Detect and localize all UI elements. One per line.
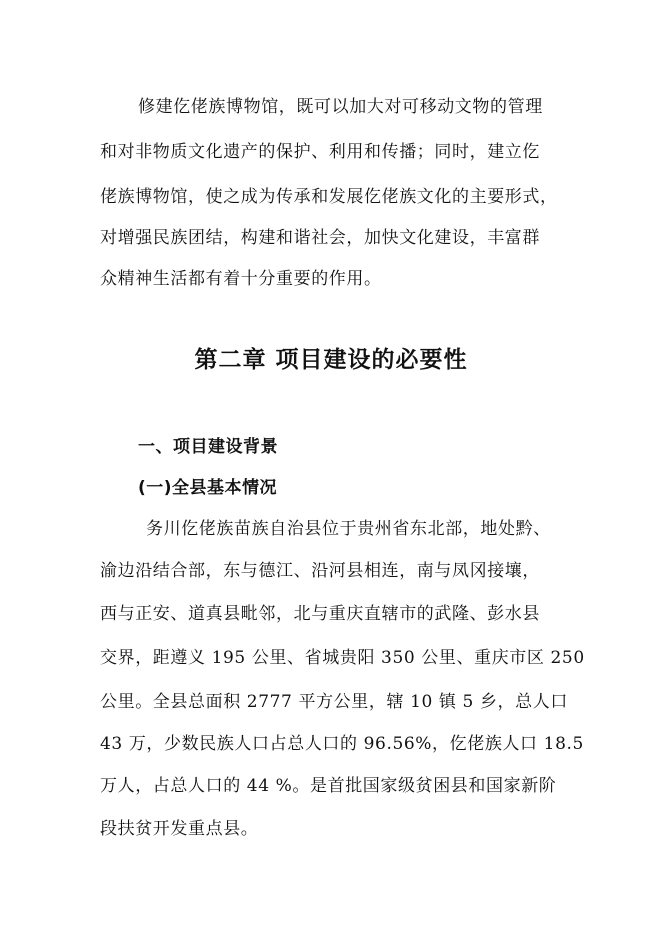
subsection-heading: (一)全县基本情况	[138, 478, 278, 498]
body-line-6: 43 万，少数民族人口占总人口的 96.56%，仡佬族人口 18.5	[100, 734, 584, 754]
body-line-5: 公里。全县总面积 2777 平方公里，辖 10 镇 5 乡，总人口	[100, 692, 568, 712]
body-line-8: 段扶贫开发重点县。	[100, 819, 259, 839]
intro-line-4: 对增强民族团结，构建和谐社会，加快文化建设，丰富群	[100, 228, 540, 248]
section-heading: 一、项目建设背景	[138, 437, 278, 457]
body-line-2: 渝边沿结合部，东与德江、沿河县相连，南与凤冈接壤，	[100, 561, 540, 581]
body-line-1: 务川仡佬族苗族自治县位于贵州省东北部，地处黔、	[146, 519, 551, 539]
body-line-7: 万人，占总人口的 44 %。是首批国家级贫困县和国家新阶	[100, 776, 557, 796]
intro-line-2: 和对非物质文化遗产的保护、利用和传播；同时，建立仡	[100, 142, 540, 162]
body-line-4: 交界，距遵义 195 公里、省城贵阳 350 公里、重庆市区 250	[100, 648, 585, 668]
intro-line-1: 修建仡佬族博物馆，既可以加大对可移动文物的管理	[138, 97, 543, 117]
intro-line-5: 众精神生活都有着十分重要的作用。	[100, 269, 382, 289]
chapter-title: 第二章 项目建设的必要性	[194, 347, 468, 373]
intro-line-3: 佬族博物馆，使之成为传承和发展仡佬族文化的主要形式，	[100, 187, 558, 207]
body-line-3: 西与正安、道真县毗邻，北与重庆直辖市的武隆、彭水县	[100, 604, 540, 624]
